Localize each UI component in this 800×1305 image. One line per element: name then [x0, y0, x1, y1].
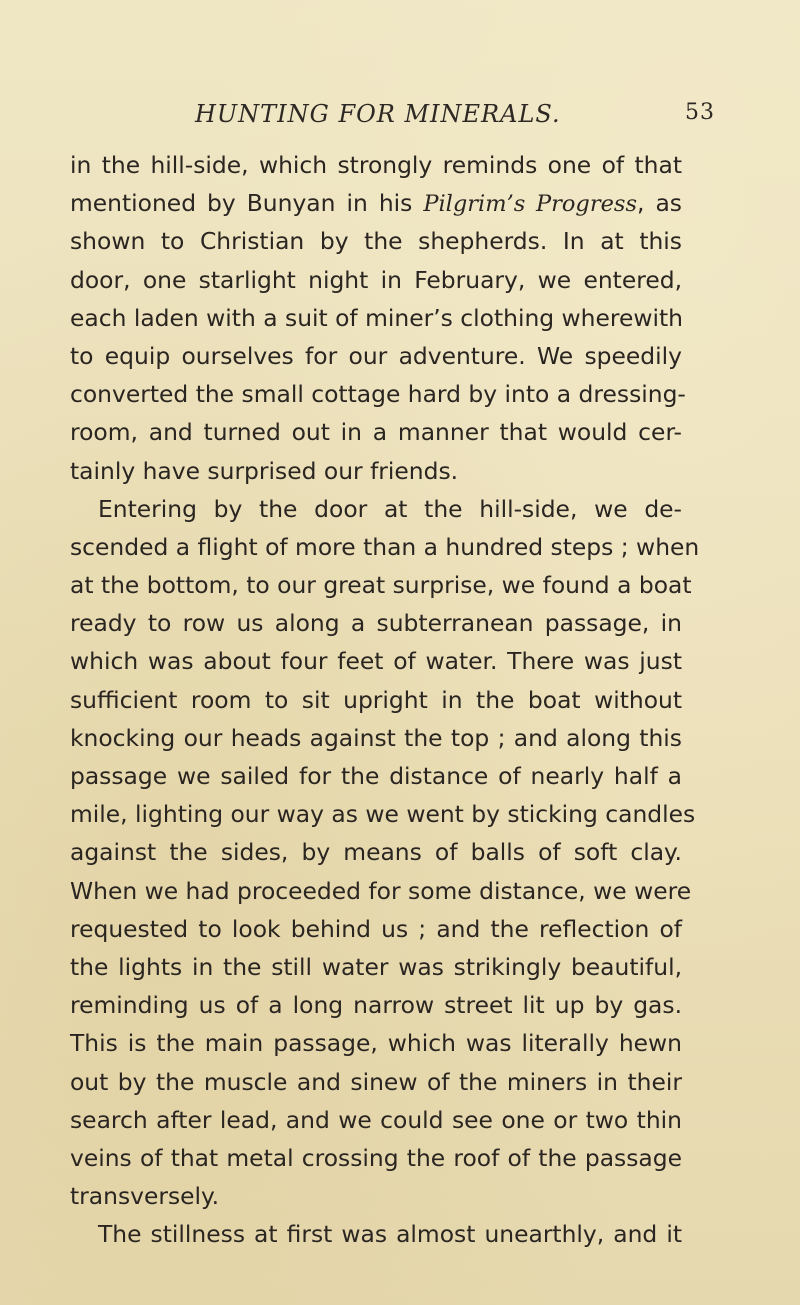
text-line: The stillness at first was almost unearthly, and it [98, 1220, 682, 1249]
running-title: HUNTING FOR MINERALS. [195, 100, 561, 128]
text-segment: , as [637, 189, 682, 218]
text-line: against the sides, by means of balls of soft clay. [70, 838, 682, 867]
text-line: requested to look behind us ; and the reflection of [70, 914, 682, 943]
text-line: tainly have surprised our friends. [70, 456, 459, 485]
text-line: at the bottom, to our great surprise, we found a boat [70, 571, 692, 600]
page-number: 53 [685, 100, 715, 125]
text-line: out by the muscle and sinew of the miners in their [70, 1067, 682, 1096]
text-line: sufficient room to sit upright in the boat without [70, 685, 682, 714]
text-line: ready to row us along a subterranean passage, in [70, 609, 682, 638]
text-line: converted the small cottage hard by into a dressing- [70, 380, 686, 409]
book-title: Pilgrim’s Progress [423, 191, 638, 218]
text-line: door, one starlight night in February, we entered, [70, 265, 682, 294]
text-line: passage we sailed for the distance of nearly half a [70, 762, 682, 790]
text-line [70, 184, 682, 222]
text-line: to equip ourselves for our adventure. We speedily [70, 341, 682, 370]
text-segment: mentioned by Bunyan in his [70, 189, 413, 218]
text-line: which was about four feet of water. There was just [70, 647, 682, 676]
text-line: scended a flight of more than a hundred steps ; when [70, 532, 700, 561]
text-line: room, and turned out in a manner that would cer- [70, 418, 682, 447]
text-line: in the hill-side, which strongly reminds one of that [70, 151, 682, 179]
body-text [70, 146, 700, 1253]
text-line: each laden with a suit of miner’s clothing wherewith [70, 303, 684, 332]
text-line: mile, lighting our way as we went by sticking candles [70, 800, 696, 829]
text-line: transversely. [70, 1182, 219, 1211]
text-line: shown to Christian by the shepherds. In at this [70, 227, 682, 256]
text-line: When we had proceeded for some distance, we were [70, 876, 692, 905]
running-head [195, 100, 715, 134]
text-line: This is the main passage, which was literally hewn [70, 1029, 682, 1058]
text-line: Entering by the door at the hill-side, we de- [98, 494, 682, 523]
text-line: knocking our heads against the top ; and along this [70, 723, 682, 752]
text-line: search after lead, and we could see one or two thin [70, 1105, 682, 1134]
text-line: the lights in the still water was strikingly beautiful, [70, 952, 682, 981]
text-line: reminding us of a long narrow street lit up by gas. [70, 991, 682, 1020]
text-line: veins of that metal crossing the roof of the passage [70, 1143, 682, 1172]
